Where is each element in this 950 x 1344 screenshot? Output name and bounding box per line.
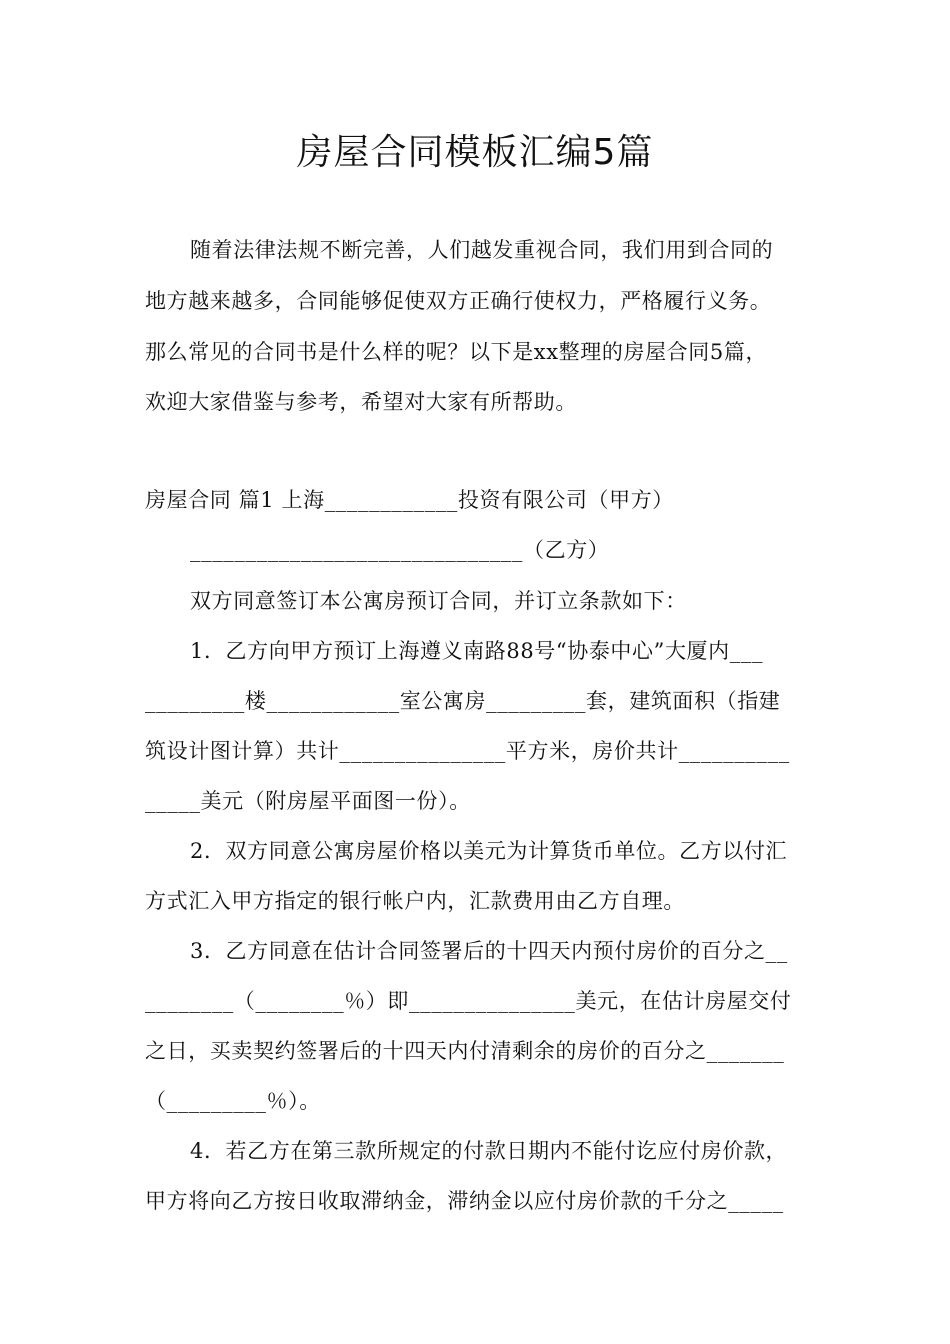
intro-line: 随着法律法规不断完善，人们越发重视合同，我们用到合同的 bbox=[190, 238, 774, 262]
clause-3-line: 之日，买卖契约签署后的十四天内付清剩余的房价的百分之_______ bbox=[145, 1039, 785, 1063]
intro-line: 地方越来越多，合同能够促使双方正确行使权力，严格履行义务。 bbox=[145, 289, 772, 313]
clause-3-line: 3．乙方同意在估计合同签署后的十四天内预付房价的百分之__ bbox=[190, 939, 788, 963]
clause-3-line: （_________％）。 bbox=[145, 1089, 321, 1113]
party-b-line: ______________________________（乙方） bbox=[190, 538, 610, 562]
clause-1-line: 1．乙方向甲方预订上海遵义南路88号“协泰中心”大厦内___ bbox=[190, 639, 764, 663]
clause-2-line: 方式汇入甲方指定的银行帐户内，汇款费用由乙方自理。 bbox=[145, 889, 685, 913]
contract-heading-line: 房屋合同 篇1 上海____________投资有限公司（甲方） bbox=[145, 488, 674, 512]
clause-4-line: 4．若乙方在第三款所规定的付款日期内不能付讫应付房价款， bbox=[190, 1139, 788, 1163]
clause-4-line: 甲方将向乙方按日收取滞纳金，滞纳金以应付房价款的千分之_____ bbox=[145, 1189, 784, 1213]
clause-1-line: _________楼____________室公寓房_________套，建筑面积（指建 bbox=[145, 689, 781, 713]
intro-line: 欢迎大家借鉴与参考，希望对大家有所帮助。 bbox=[145, 390, 577, 414]
clause-2-line: 2．双方同意公寓房屋价格以美元为计算货币单位。乙方以付汇 bbox=[190, 839, 788, 863]
clause-3-line: ________（________％）即_______________美元，在估计房屋交付 bbox=[145, 989, 792, 1013]
contract-line: 双方同意签订本公寓房预订合同，并订立条款如下： bbox=[190, 589, 687, 613]
intro-line: 那么常见的合同书是什么样的呢？以下是xx整理的房屋合同5篇， bbox=[145, 340, 768, 364]
clause-1-line: 筑设计图计算）共计_______________平方米，房价共计__________ bbox=[145, 739, 790, 763]
document-title: 房屋合同模板汇编5篇 bbox=[296, 132, 654, 173]
clause-1-line: _____美元（附房屋平面图一份）。 bbox=[145, 789, 471, 813]
